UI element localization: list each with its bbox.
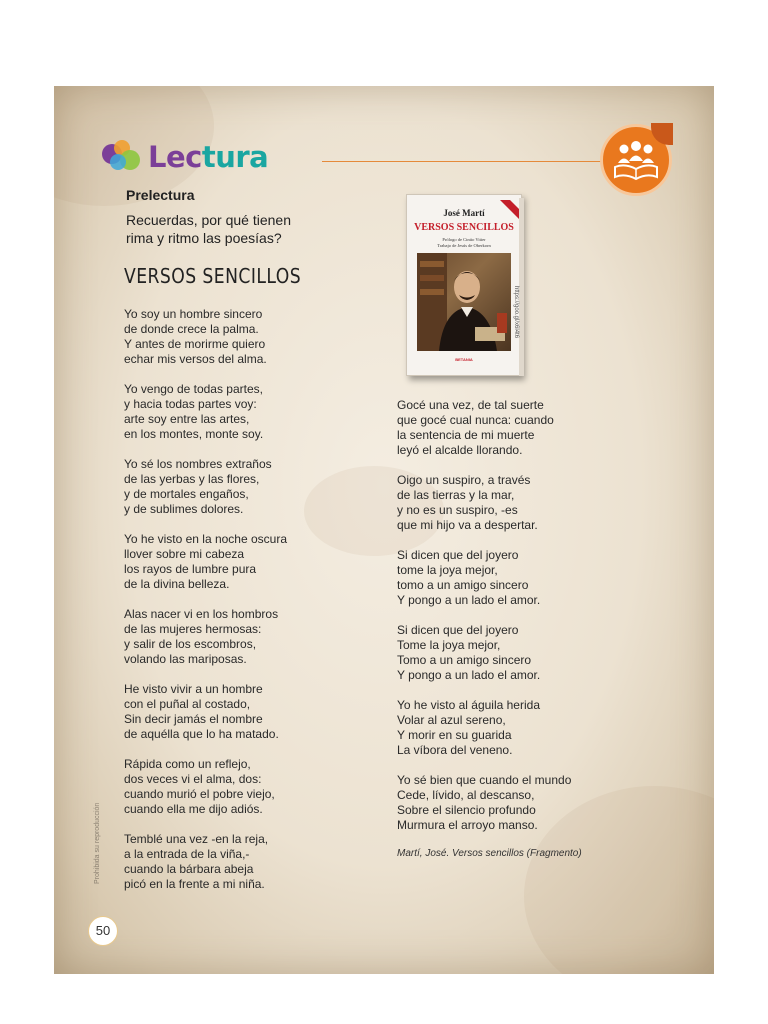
poem-line: con el puñal al costado,	[124, 697, 251, 711]
poem-line: tome la joya mejor,	[397, 563, 498, 577]
book-title: VERSOS SENCILLOS	[414, 222, 514, 233]
poem-stanza	[124, 382, 394, 442]
poem-title: VERSOS SENCILLOS	[124, 264, 302, 288]
poem-line: He visto vivir a un hombre	[124, 682, 263, 696]
reading-group-icon	[600, 124, 672, 196]
section-title: Lectura	[148, 140, 269, 174]
poem-line: Y pongo a un lado el amor.	[397, 668, 541, 682]
poem-line: Alas nacer vi en los hombros	[124, 607, 279, 621]
poem-line: echar mis versos del alma.	[124, 352, 267, 366]
poem-line: leyó el alcalde llorando.	[397, 443, 523, 457]
poem-line: cuando murió el pobre viejo,	[124, 787, 275, 801]
poem-line: Si dicen que del joyero	[397, 548, 519, 562]
book-subtitle: Prólogo de Cintio Vitier Trabajo de Jesús de Oberkorn	[437, 237, 491, 248]
poem-stanza	[124, 607, 394, 667]
poem-line: Murmura el arroyo manso.	[397, 818, 538, 832]
poem-line: Yo he visto al águila herida	[397, 698, 540, 712]
poem-line: Cede, lívido, al descanso,	[397, 788, 535, 802]
image-credit: https://goo.gl/x6l4t6	[513, 286, 519, 339]
poem-line: tomo a un amigo sincero	[397, 578, 529, 592]
poem-stanza	[124, 832, 394, 892]
poem-line: y salir de los escombros,	[124, 637, 257, 651]
prelectura-question: Recuerdas, por qué tienen rima y ritmo las poesías?	[126, 212, 291, 246]
poem-stanza	[397, 473, 667, 533]
poem-line: y de sublimes dolores.	[124, 502, 244, 516]
textbook-page	[54, 86, 714, 974]
poem-line: de las mujeres hermosas:	[124, 622, 262, 636]
poem-line: Tome la joya mejor,	[397, 638, 501, 652]
section-header	[102, 138, 662, 182]
poem-line: Volar al azul sereno,	[397, 713, 506, 727]
poem-line: y no es un suspiro, -es	[397, 503, 518, 517]
poem-line: la sentencia de mi muerte	[397, 428, 535, 442]
header-rule	[322, 161, 640, 162]
poem-line: cuando la bárbara abeja	[124, 862, 254, 876]
poem-right-column	[397, 398, 667, 861]
poem-line: llover sobre mi cabeza	[124, 547, 245, 561]
poem-line: Rápida como un reflejo,	[124, 757, 251, 771]
poem-line: en los montes, monte soy.	[124, 427, 264, 441]
poem-line: Temblé una vez -en la reja,	[124, 832, 269, 846]
poem-line: y hacia todas partes voy:	[124, 397, 257, 411]
poem-line: cuando ella me dijo adiós.	[124, 802, 263, 816]
copyright-note: Prohibida su reproducción	[94, 802, 101, 884]
poem-line: a la entrada de la viña,-	[124, 847, 250, 861]
poem-line: arte soy entre las artes,	[124, 412, 250, 426]
poem-stanza	[124, 307, 394, 367]
poem-line: Tomo a un amigo sincero	[397, 653, 532, 667]
poem-citation: Martí, José. Versos sencillos (Fragmento)	[397, 848, 582, 859]
poem-line: de la divina belleza.	[124, 577, 230, 591]
poem-line: Y pongo a un lado el amor.	[397, 593, 541, 607]
poem-line: Yo he visto en la noche oscura	[124, 532, 288, 546]
poem-stanza	[397, 623, 667, 683]
poem-stanza	[124, 757, 394, 817]
poem-stanza	[397, 548, 667, 608]
poem-line: Oigo un suspiro, a través	[397, 473, 531, 487]
poem-line: Yo soy un hombre sincero	[124, 307, 263, 321]
poem-line: de las tierras y la mar,	[397, 488, 515, 502]
poem-line: dos veces vi el alma, dos:	[124, 772, 262, 786]
poem-line: Sobre el silencio profundo	[397, 803, 536, 817]
poem-line: Gocé una vez, de tal suerte	[397, 398, 544, 412]
poem-line: de aquélla que lo ha matado.	[124, 727, 279, 741]
poem-line: volando las mariposas.	[124, 652, 247, 666]
portrait-image	[417, 253, 511, 351]
book-cover-image	[406, 194, 524, 378]
poem-line: Y morir en su guarida	[397, 728, 512, 742]
poem-line: y de mortales engaños,	[124, 487, 249, 501]
poem-line: Yo sé bien que cuando el mundo	[397, 773, 572, 787]
lectura-logo-icon	[102, 140, 146, 176]
poem-line: Yo vengo de todas partes,	[124, 382, 263, 396]
poem-stanza	[397, 698, 667, 758]
poem-stanza	[397, 398, 667, 458]
poem-left-column	[124, 307, 394, 907]
poem-line: que gocé cual nunca: cuando	[397, 413, 554, 427]
page-number: 50	[88, 916, 118, 946]
poem-stanza	[397, 773, 667, 833]
poem-line: los rayos de lumbre pura	[124, 562, 257, 576]
poem-stanza	[124, 457, 394, 517]
poem-line: La víbora del veneno.	[397, 743, 513, 757]
poem-line: de donde crece la palma.	[124, 322, 259, 336]
prelectura-heading: Prelectura	[126, 187, 195, 203]
book-author: José Martí	[443, 208, 485, 218]
poem-line: de las yerbas y las flores,	[124, 472, 260, 486]
poem-stanza	[124, 532, 394, 592]
poem-line: Sin decir jamás el nombre	[124, 712, 263, 726]
poem-line: Y antes de morirme quiero	[124, 337, 266, 351]
poem-line: Si dicen que del joyero	[397, 623, 519, 637]
poem-line: Yo sé los nombres extraños	[124, 457, 272, 471]
poem-line: picó en la frente a mi niña.	[124, 877, 265, 891]
book-publisher: BETANIA	[455, 357, 473, 362]
poem-line: que mi hijo va a despertar.	[397, 518, 538, 532]
poem-stanza	[124, 682, 394, 742]
